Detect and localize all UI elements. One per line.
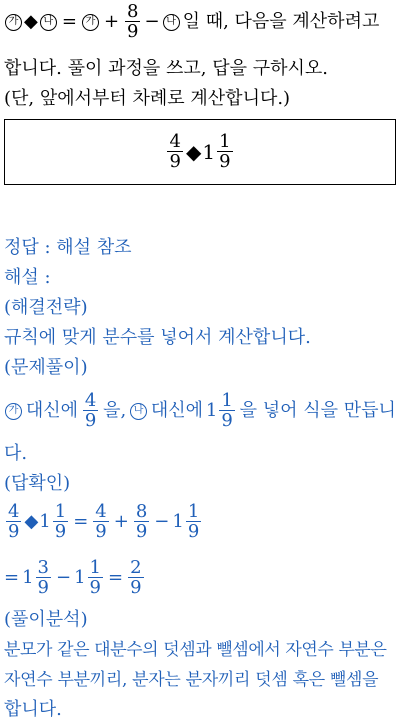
explanation-label: 해설 : [4, 267, 51, 288]
problem-line1-tail: 일 때, 다음을 계산하려고 [182, 11, 380, 32]
section-solution-heading: (문제풀이) [4, 357, 88, 378]
problem-line3: (단, 앞에서부터 차례로 계산합니다.) [4, 88, 291, 109]
problem-line2: 합니다. 풀이 과정을 쓰고, 답을 구하시오. [4, 58, 328, 79]
analysis-line3: 합니다. [4, 699, 62, 720]
diamond-operator: ◆ [185, 140, 202, 164]
solution-line2: 다. [4, 443, 28, 464]
fraction-4-9: $\frac{4}{9}$ [84, 390, 97, 431]
expression-box [4, 119, 396, 185]
diamond-operator: ◆ [24, 511, 39, 532]
check-equation-line1: $\frac{4}{9}$ ◆ 1 $\frac{1}{9}$ = $\frac{4}{9}$ + $\frac{8}{9}$ − 1 $\frac{1}{9}$ [8, 501, 200, 542]
answer-label: 정답 : 해설 참조 [4, 237, 132, 258]
mixed-number-1-1-9: 1 $\frac{1}{9}$ [202, 131, 231, 172]
solution-line1: 가 대신에 $\frac{4}{9}$ 을, 나 대신에 1 $\frac{1}{9}$ 을 넣어 식을 만듭니 [4, 389, 396, 433]
strategy-text: 규칙에 맞게 분수를 넣어서 계산합니다. [4, 327, 311, 348]
check-equation-line2: = 1 $\frac{3}{9}$ − 1 $\frac{1}{9}$ = $\frac{2}{9}$ [4, 557, 142, 598]
section-strategy-heading: (해결전략) [4, 297, 88, 318]
section-analysis-heading: (풀이분석) [4, 609, 88, 630]
fraction-4-9: $\frac{4}{9}$ [169, 131, 181, 172]
mixed-number-1-1-9: 1 $\frac{1}{9}$ [205, 390, 233, 431]
na-circle-symbol: 나 [130, 403, 147, 420]
ga-circle-symbol: 가 [5, 14, 22, 31]
na-circle-symbol: 나 [40, 14, 57, 31]
fraction-8-9: $\frac{8}{9}$ [127, 1, 139, 42]
na-circle-symbol: 나 [163, 14, 180, 31]
analysis-line1: 분모가 같은 대분수의 덧셈과 뺄셈에서 자연수 부분은 [4, 640, 387, 660]
diamond-operator: ◆ [24, 11, 38, 32]
problem-rule-line: 가 ◆ 나 = 가 + $\frac{8}{9}$ − 나 일 때, 다음을 계산하려고 [4, 0, 396, 44]
ga-circle-symbol: 가 [5, 403, 22, 420]
analysis-line2: 자연수 부분끼리, 분자는 분자끼리 덧셈 혹은 뺄셈을 [4, 670, 379, 690]
section-check-heading: (답확인) [4, 473, 71, 494]
ga-circle-symbol: 가 [82, 14, 99, 31]
